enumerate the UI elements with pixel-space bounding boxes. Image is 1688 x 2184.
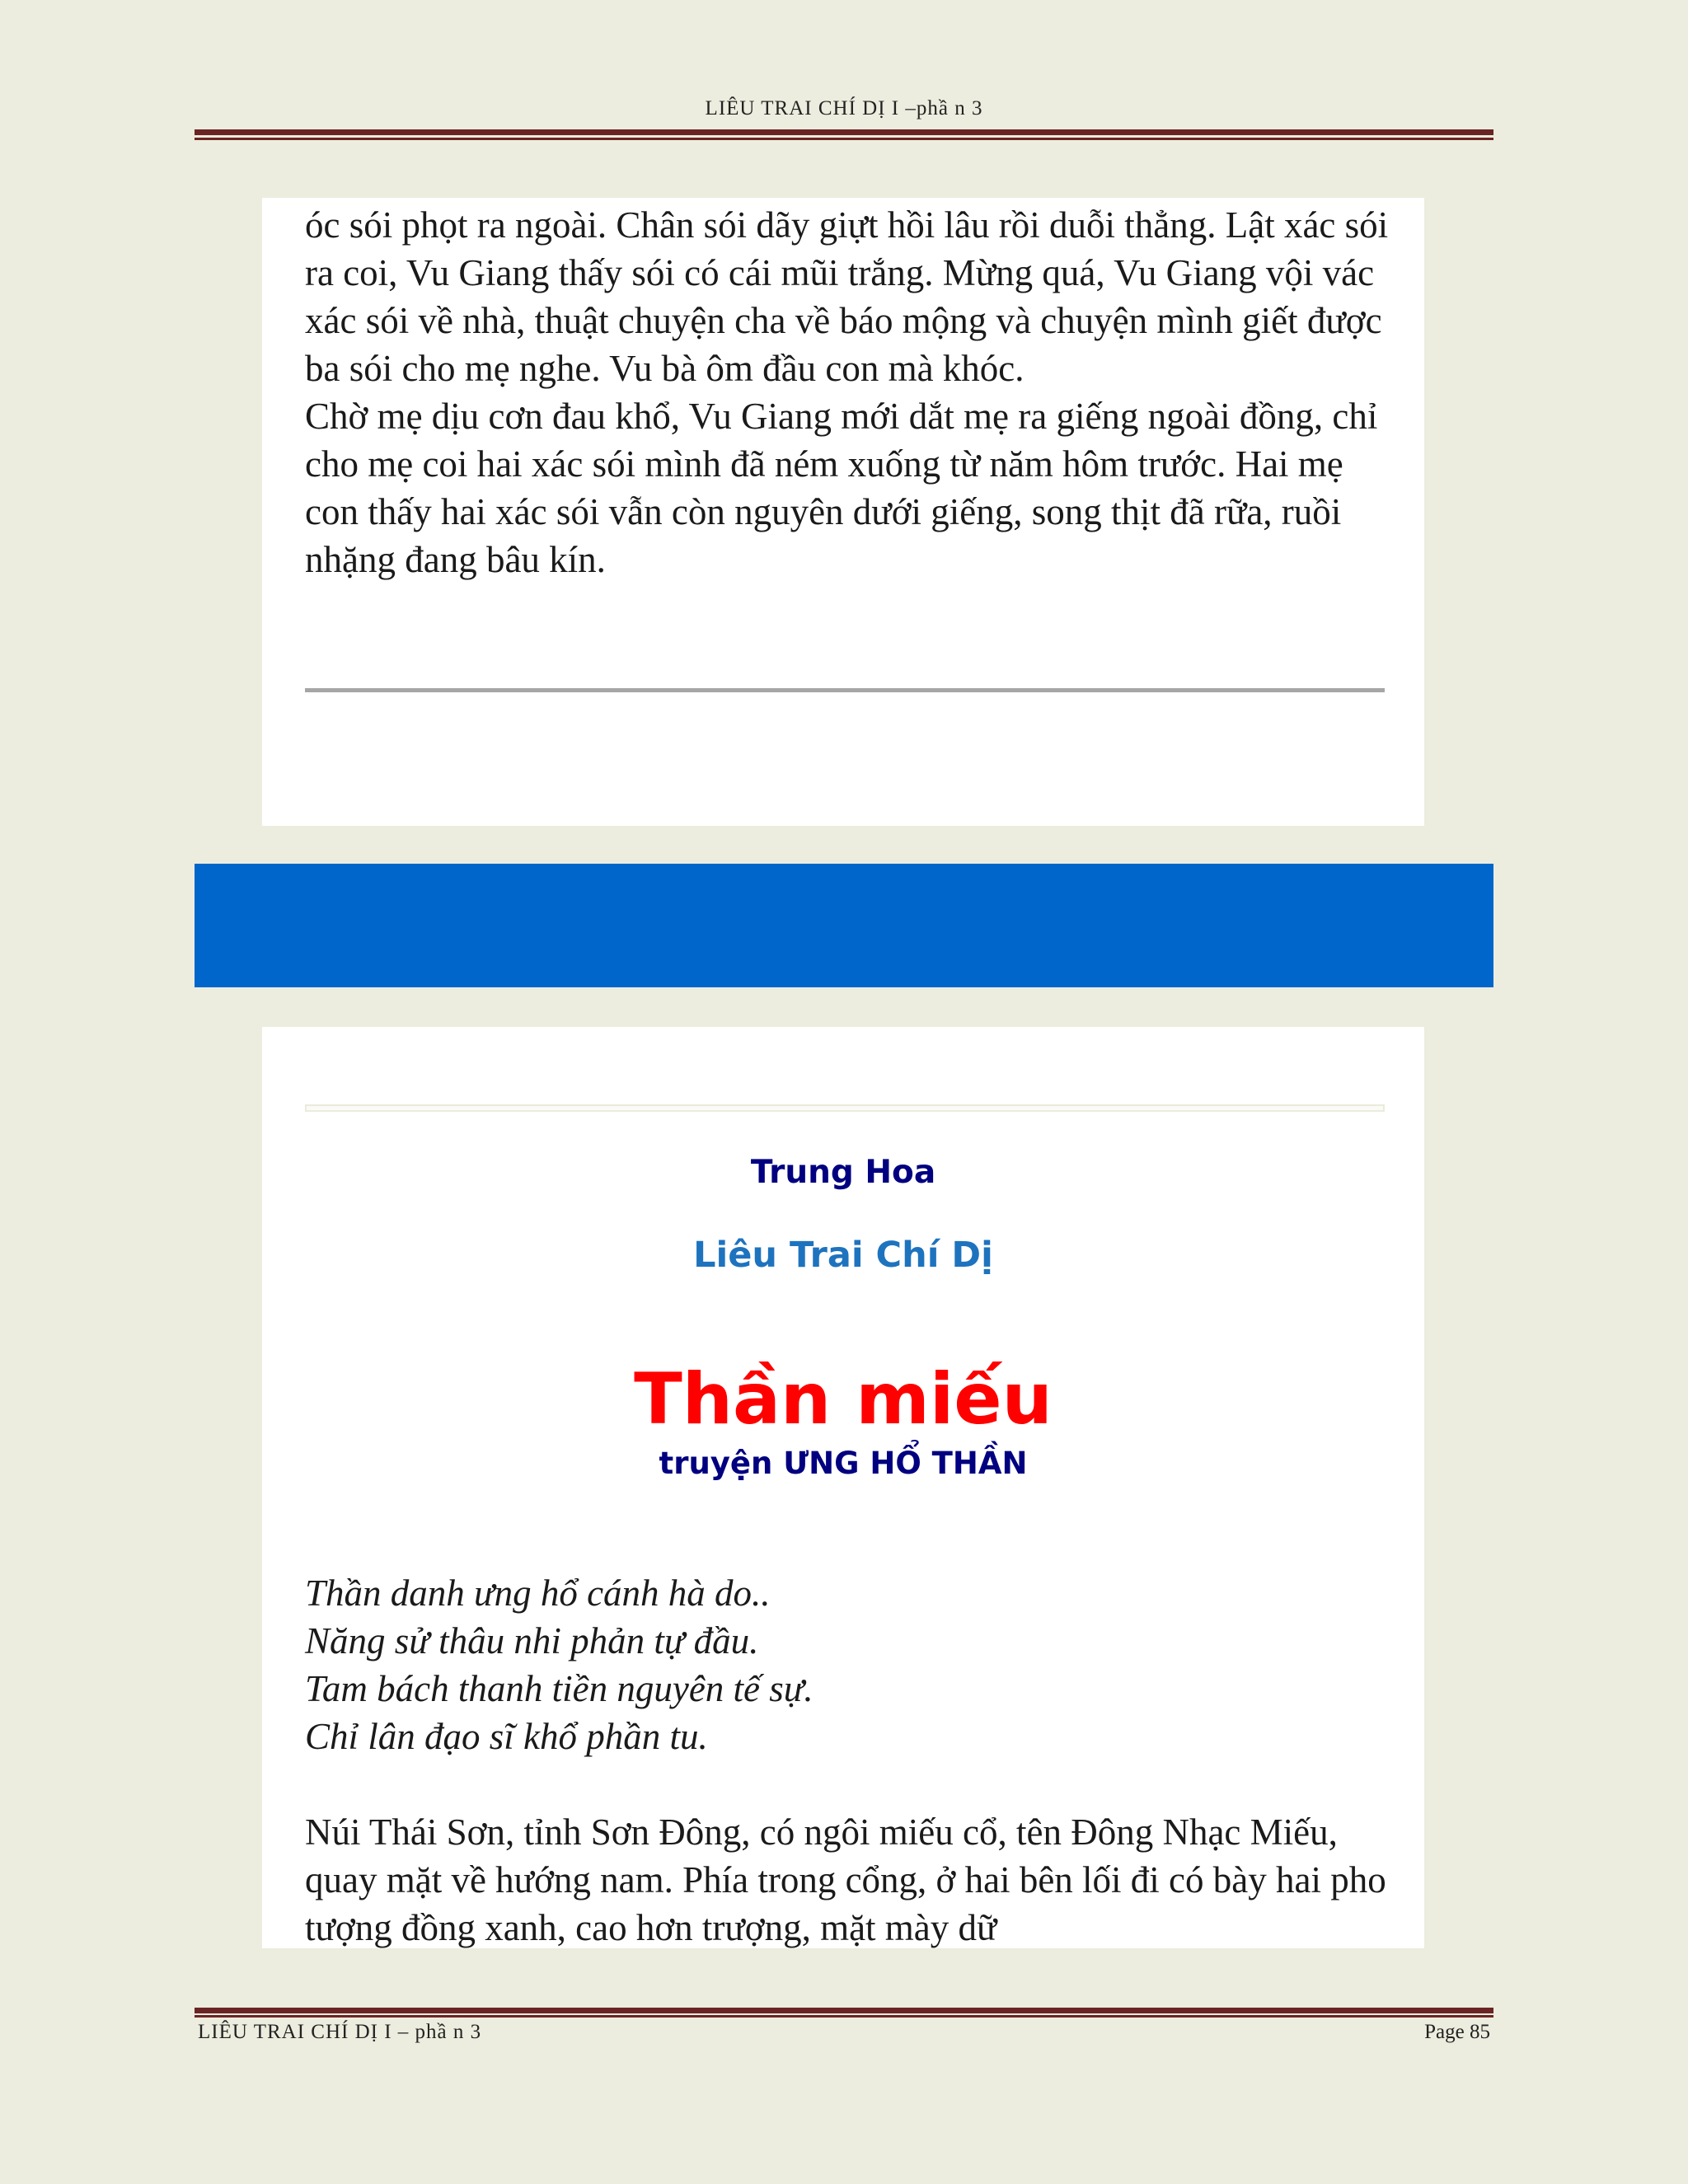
collection-heading: Liêu Trai Chí Dị	[693, 1235, 993, 1276]
origin-heading: Trung Hoa	[750, 1154, 936, 1191]
story-subtitle: truyện ƯNG HỔ THẦN	[659, 1446, 1028, 1481]
paragraph: Chờ mẹ dịu cơn đau khổ, Vu Giang mới dắt mẹ ra giếng ngoài đồng, chỉ cho mẹ coi hai xác sói mình đã ném xuống từ năm hôm trước. Hai mẹ con thấy hai xác sói vẫn còn nguyên dưới giếng, song thịt đã rữa, ruồi nhặng đang bâu kín.	[305, 396, 1378, 580]
page-header-title: LIÊU TRAI CHÍ DỊ I –phầ n 3	[705, 97, 983, 120]
blue-separator-band	[195, 864, 1493, 987]
footer-rule-thin	[195, 2015, 1493, 2018]
footer-title: LIÊU TRAI CHÍ DỊ I – phầ n 3	[198, 2021, 482, 2043]
poem-line: Thần danh ưng hổ cánh hà do..	[305, 1572, 771, 1614]
header-rule-thick	[195, 129, 1493, 135]
section-divider	[305, 688, 1385, 692]
poem-block	[305, 1569, 1401, 1760]
content-panel-bottom	[262, 1027, 1424, 1948]
header-rule-thin	[195, 138, 1493, 140]
poem-line: Năng sử thâu nhi phản tự đầu.	[305, 1620, 759, 1661]
footer-rule-thick	[195, 2008, 1493, 2013]
poem-line: Tam bách thanh tiền nguyên tế sự.	[305, 1668, 814, 1709]
top-text-block	[305, 201, 1401, 583]
faint-divider	[305, 1104, 1385, 1112]
paragraph: Núi Thái Sơn, tỉnh Sơn Đông, có ngôi miếu cổ, tên Đông Nhạc Miếu, quay mặt về hướng nam. Phía trong cổng, ở hai bên lối đi có bày hai pho tượng đồng xanh, cao hơn trượng, mặt mày dữ	[305, 1811, 1386, 1948]
content-panel-top	[262, 198, 1424, 826]
poem-line: Chỉ lân đạo sĩ khổ phần tu.	[305, 1716, 708, 1757]
page-number: Page 85	[1424, 2021, 1490, 2043]
story-paragraph	[305, 1808, 1401, 1952]
story-title: Thần miếu	[634, 1358, 1053, 1441]
paragraph: óc sói phọt ra ngoài. Chân sói dãy giựt hồi lâu rồi duỗi thẳng. Lật xác sói ra coi, Vu Giang thấy sói có cái mũi trắng. Mừng quá, Vu Giang vội vác xác sói về nhà, thuật chuyện cha về báo mộng và chuyện mình giết được ba sói cho mẹ nghe. Vu bà ôm đầu con mà khóc.	[305, 204, 1389, 389]
